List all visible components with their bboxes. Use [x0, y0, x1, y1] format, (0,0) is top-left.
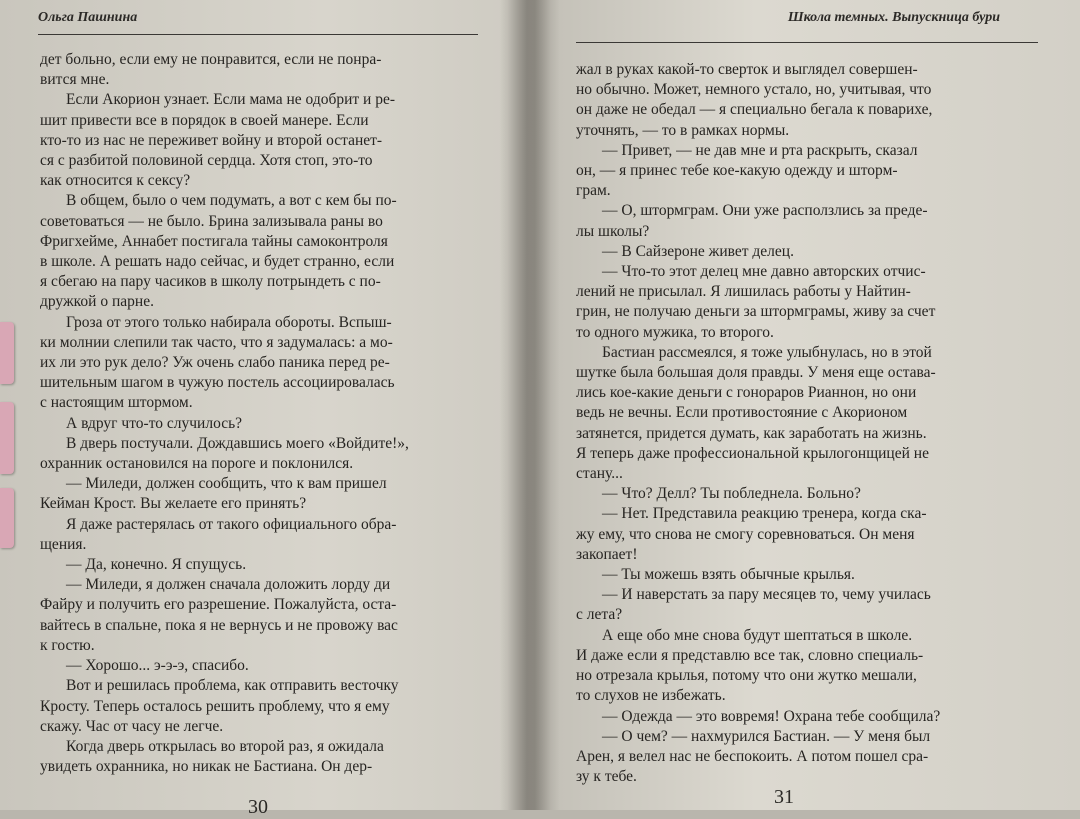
text-line: — Привет, — не дав мне и рта раскрыть, сказал [602, 141, 918, 159]
text-line: к гостю. [40, 636, 95, 654]
text-line: щения. [40, 535, 87, 553]
text-line: закопает! [576, 545, 638, 563]
text-line: жу ему, что снова не смогу соревноваться. Он меня [576, 525, 915, 543]
text-line: Я даже растерялась от такого официального обра- [66, 515, 397, 533]
text-line: — Ты можешь взять обычные крылья. [602, 566, 855, 584]
text-line: — Что? Делл? Ты побледнела. Больно? [602, 485, 861, 503]
right-header-rule [576, 42, 1038, 43]
bookmark-tab [0, 488, 14, 548]
text-line: — Хорошо... э-э-э, спасибо. [66, 657, 249, 675]
bookmark-tab [0, 402, 14, 474]
text-line: грин, не получаю деньги за штормграмы, живу за счет [576, 303, 936, 321]
text-line: он, — я принес тебе кое-какую одежду и шторм- [576, 162, 898, 180]
text-line: ведь не вечны. Если противостояние с Акорионом [576, 404, 908, 422]
text-line: Бастиан рассмеялся, я тоже улыбнулась, но в этой [602, 343, 932, 361]
text-line: грам. [576, 182, 611, 200]
text-line: то слухов не избежать. [576, 687, 726, 705]
text-line: с лета? [576, 606, 623, 624]
text-line: зу к тебе. [576, 768, 637, 786]
text-line: — Что-то этот делец мне давно авторских отчис- [602, 263, 926, 281]
text-line: дет больно, если ему не понравится, если не понра- [40, 51, 382, 68]
right-page-text [576, 60, 1036, 787]
text-line: — Да, конечно. Я спущусь. [66, 556, 247, 574]
text-line: — О чем? — нахмурился Бастиан. — У меня был [602, 727, 931, 745]
text-line: уточнять, — то в рамках нормы. [576, 121, 790, 139]
text-line: увидеть охранника, но никак не Бастиана. Он дер- [40, 758, 373, 776]
text-line: дружкой о парне. [40, 293, 154, 311]
text-line: — В Сайзероне живет делец. [602, 242, 794, 260]
text-line: но отрезала крылья, потому что они жутко мешали, [576, 667, 917, 685]
left-page-text [40, 50, 478, 777]
text-line: то одного мужика, то второго. [576, 323, 774, 341]
text-line: вайтесь в спальне, пока я не вернусь и не провожу вас [40, 616, 398, 634]
text-line: — Одежда — это вовремя! Охрана тебе сообщила? [602, 707, 941, 725]
text-line: он даже не обедал — я специально бегала к поварихе, [576, 101, 933, 119]
text-line: Кейман Крост. Вы желаете его принять? [40, 495, 307, 513]
text-line: вится мне. [40, 71, 110, 89]
right-page-number: 31 [774, 786, 794, 808]
text-line: Кросту. Теперь осталось решить проблему, что я ему [40, 697, 390, 715]
text-line: — И наверстать за пару месяцев то, чему училась [602, 586, 931, 604]
text-line: кто-то из нас не переживет войну и второй останет- [40, 131, 383, 149]
text-line: лись кое-какие деньги с гонораров Рианнон, но они [576, 384, 917, 402]
right-page [540, 0, 1080, 810]
text-line: — Нет. Представила реакцию тренера, когда ска- [602, 505, 927, 523]
text-line: Гроза от этого только набирала обороты. Вспыш- [66, 313, 392, 331]
text-line: Если Акорион узнает. Если мама не одобрит и ре- [66, 91, 396, 109]
text-line: Вот и решилась проблема, как отправить весточку [66, 677, 399, 695]
text-line: как относится к сексу? [40, 172, 191, 190]
text-line: стану... [576, 465, 623, 483]
text-line: ки молнии слепили так часто, что я задумалась: а мо- [40, 333, 393, 351]
text-line: А вдруг что-то случилось? [66, 414, 243, 432]
text-line: с настоящим штормом. [40, 394, 193, 412]
text-line: в школе. А решать надо сейчас, и будет странно, если [40, 253, 395, 271]
text-line: охранник остановился на пороге и поклонился. [40, 455, 354, 473]
text-line: лений не присылал. Я лишилась работы у Найтин- [576, 283, 911, 301]
text-line: Когда дверь открылась во второй раз, я ожидала [66, 737, 384, 755]
text-line: Арен, я велел нас не беспокоить. А потом пошел сра- [576, 747, 929, 765]
text-line: ся с разбитой половиной сердца. Хотя стоп, это-то [40, 152, 373, 170]
text-line: Я теперь даже профессиональной крылогонщицей не [576, 444, 929, 462]
text-line: Фригхейме, Аннабет постигала тайны самоконтроля [40, 232, 388, 250]
text-line: А еще обо мне снова будут шептаться в школе. [602, 626, 913, 644]
text-line: — О, штормграм. Они уже расползлись за преде- [602, 202, 928, 220]
text-line: шутке была большая доля правды. У меня еще остава- [576, 364, 936, 382]
text-line: В дверь постучали. Дождавшись моего «Войдите!», [66, 434, 409, 452]
text-line: скажу. Час от часу не легче. [40, 717, 224, 735]
text-line: В общем, было о чем подумать, а вот с кем бы по- [66, 192, 397, 210]
left-header-rule [38, 34, 478, 35]
text-line: лы школы? [576, 222, 650, 240]
text-line: Файру и получить его разрешение. Пожалуйста, оста- [40, 596, 397, 614]
right-page-header: Школа темных. Выпускница бури [787, 10, 1000, 25]
text-line: затянется, придется думать, как заработать на жизнь. [576, 424, 927, 442]
text-line: но обычно. Может, немного устало, но, учитывая, что [576, 81, 932, 99]
text-line: жал в руках какой-то сверток и выглядел совершен- [576, 61, 918, 78]
text-line: я сбегаю на пару часиков в школу потрындеть с по- [40, 273, 381, 291]
left-page-header: Ольга Пашнина [38, 10, 138, 25]
text-line: советоваться — не было. Брина зализывала раны во [40, 212, 383, 230]
text-line: — Миледи, я должен сначала доложить лорду ди [66, 576, 391, 594]
text-line: шит привести все в порядок в своей манере. Если [40, 111, 369, 129]
bookmark-tab [0, 322, 14, 384]
left-page [0, 0, 520, 818]
left-page-number: 30 [248, 796, 268, 818]
text-line: — Миледи, должен сообщить, что к вам пришел [66, 475, 387, 493]
text-line: И даже если я представлю все так, словно специаль- [576, 646, 924, 664]
text-line: их ли это рук дело? Уж очень слабо паника перед ре- [40, 354, 390, 372]
text-line: шительным шагом в чужую постель ассоциировалась [40, 374, 395, 392]
